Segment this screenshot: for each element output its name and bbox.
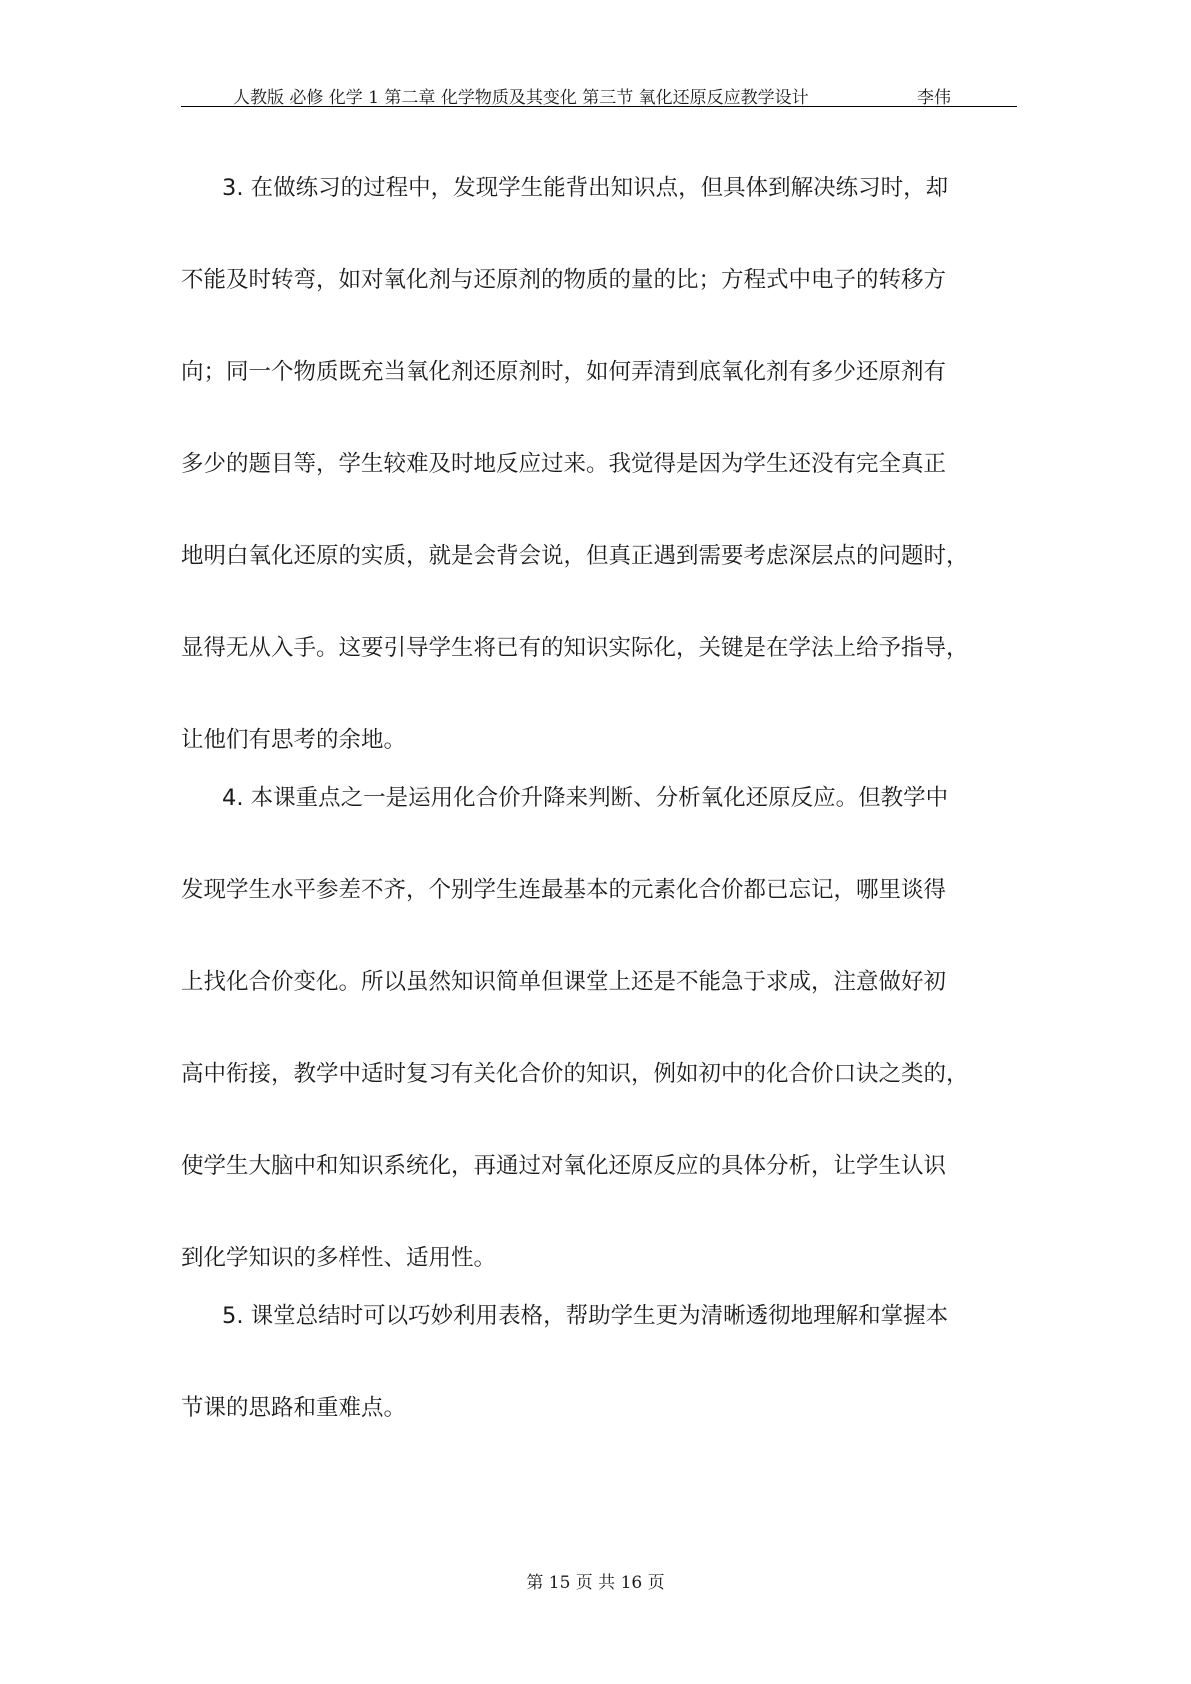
page-number: 第 15 页 共 16 页 bbox=[526, 1573, 665, 1593]
text-line: 5. 课堂总结时可以巧妙利用表格，帮助学生更为清晰透彻地理解和掌握本 bbox=[222, 1303, 949, 1329]
text-line: 上找化合价变化。所以虽然知识简单但课堂上还是不能急于求成，注意做好初 bbox=[181, 969, 947, 995]
text-line: 到化学知识的多样性、适用性。 bbox=[181, 1245, 497, 1271]
page-footer bbox=[0, 1568, 1191, 1593]
paragraph-3 bbox=[181, 168, 1041, 778]
document-body bbox=[181, 168, 1041, 1480]
header-title: 人教版 必修 化学 1 第二章 化学物质及其变化 第三节 氧化还原反应教学设计 bbox=[233, 88, 809, 108]
paragraph-4 bbox=[181, 778, 1041, 1296]
text-line: 节课的思路和重难点。 bbox=[181, 1395, 407, 1421]
text-line: 让他们有思考的余地。 bbox=[181, 727, 407, 753]
text-line: 高中衔接，教学中适时复习有关化合价的知识，例如初中的化合价口诀之类的， bbox=[181, 1061, 969, 1087]
text-line: 多少的题目等，学生较难及时地反应过来。我觉得是因为学生还没有完全真正 bbox=[181, 451, 947, 477]
text-line: 使学生大脑中和知识系统化，再通过对氧化还原反应的具体分析，让学生认识 bbox=[181, 1153, 947, 1179]
header-author: 李伟 bbox=[917, 88, 951, 108]
text-line: 4. 本课重点之一是运用化合价升降来判断、分析氧化还原反应。但教学中 bbox=[222, 785, 949, 811]
text-line: 向；同一个物质既充当氧化剂还原剂时，如何弄清到底氧化剂有多少还原剂有 bbox=[181, 359, 947, 385]
text-line: 地明白氧化还原的实质，就是会背会说，但真正遇到需要考虑深层点的问题时， bbox=[181, 543, 969, 569]
text-line: 不能及时转弯，如对氧化剂与还原剂的物质的量的比；方程式中电子的转移方 bbox=[181, 267, 947, 293]
text-line: 发现学生水平参差不齐，个别学生连最基本的元素化合价都已忘记，哪里谈得 bbox=[181, 877, 947, 903]
text-line: 显得无从入手。这要引导学生将已有的知识实际化，关键是在学法上给予指导， bbox=[181, 635, 969, 661]
page-header bbox=[181, 78, 1017, 107]
paragraph-5 bbox=[181, 1296, 1041, 1480]
text-line: 3. 在做练习的过程中，发现学生能背出知识点，但具体到解决练习时，却 bbox=[222, 175, 949, 201]
